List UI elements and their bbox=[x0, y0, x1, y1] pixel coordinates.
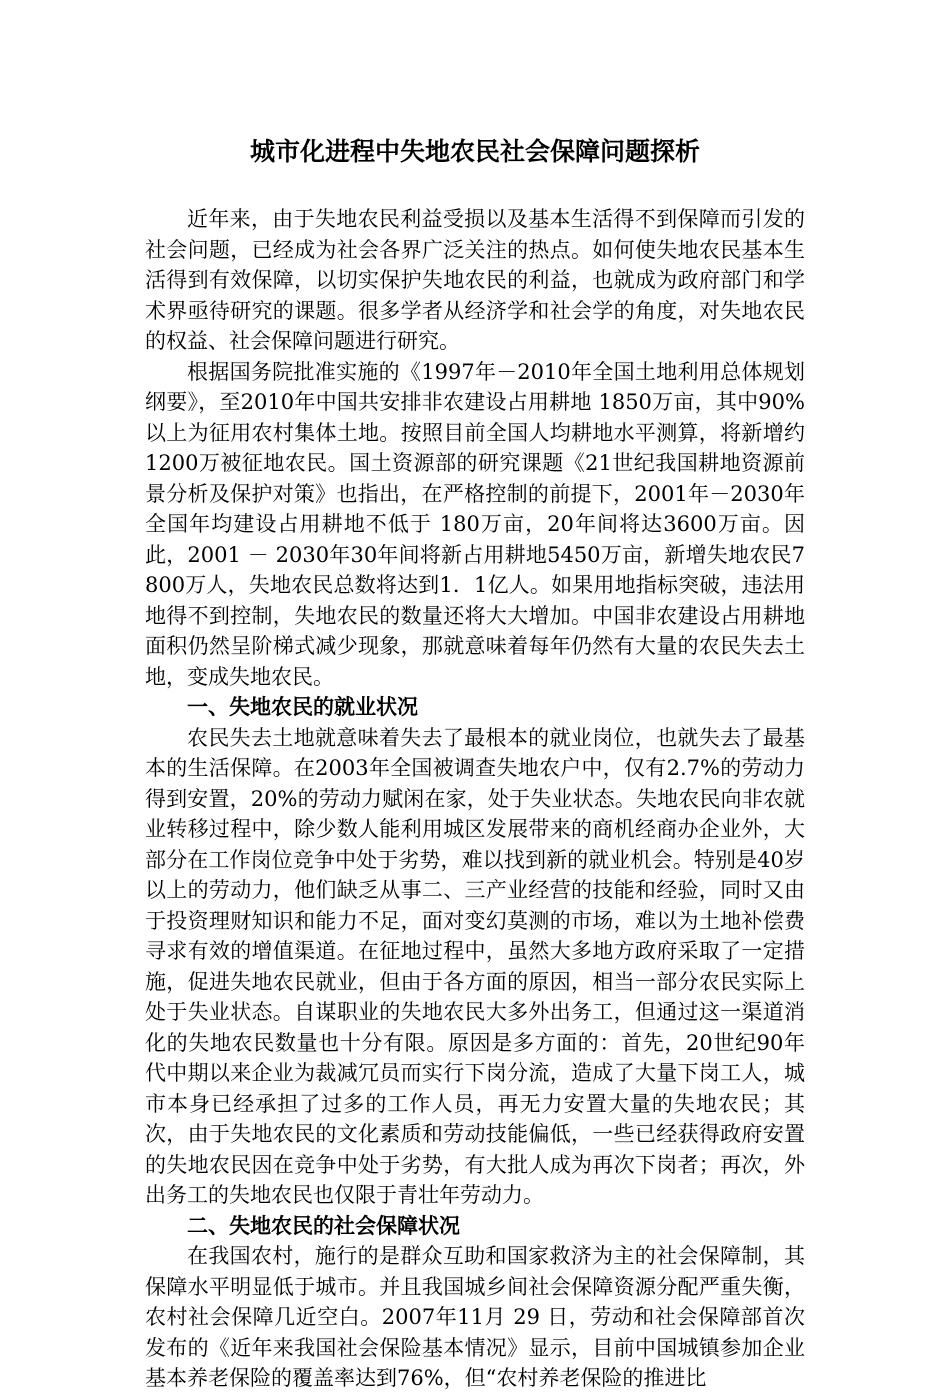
section-heading-social-security: 二、失地农民的社会保障状况 bbox=[187, 1213, 460, 1238]
document-body bbox=[145, 204, 805, 1394]
paragraph-employment: 农民失去土地就意味着失去了最根本的就业岗位，也就失去了最基本的生活保障。在2003年全国被调查失地农户中，仅有2.7%的劳动力得到安置，20%的劳动力赋闲在家，处于失业状态。失地农民向非农就业转移过程中，除少数人能利用城区发展带来的商机经商办企业外，大部分在工作岗位竞争中处于劣势，难以找到新的就业机会。特别是40岁以上的劳动力，他们缺乏从事二、三产业经营的技能和经验，同时又由于投资理财知识和能力不足，面对变幻莫测的市场，难以为土地补偿费寻求有效的增值渠道。在征地过程中，虽然大多地方政府采取了一定措施，促进失地农民就业，但由于各方面的原因，相当一部分农民实际上处于失业状态。自谋职业的失地农民大多外出务工，但通过这一渠道消化的失地农民数量也十分有限。原因是多方面的：首先，20世纪90年代中期以来企业为裁减冗员而实行下岗分流，造成了大量下岗工人，城市本身已经承担了过多的工作人员，再无力安置大量的失地农民；其次，由于失地农民的文化素质和劳动技能偏低，一些已经获得政府安置的失地农民因在竞争中处于劣势，有大批人成为再次下岗者；再次，外出务工的失地农民也仅限于青壮年劳动力。 bbox=[145, 725, 805, 1207]
paragraph-social-security: 在我国农村，施行的是群众互助和国家救济为主的社会保障制，其保障水平明显低于城市。并且我国城乡间社会保障资源分配严重失衡，农村社会保障几近空白。2007年11月 29 日，劳动和社会保障部首次发布的《近年来我国社会保险基本情况》显示，目前中国城镇参加企业基本养老保险的覆盖率达到76%，但“农村养老保险的推进比 bbox=[145, 1244, 805, 1390]
paragraph-land-statistics: 根据国务院批准实施的《1997年－2010年全国土地利用总体规划纲要》，至2010年中国共安排非农建设占用耕地 1850万亩，其中90%以上为征用农村集体土地。按照目前全国人均耕地水平测算，将新增约1200万被征地农民。国土资源部的研究课题《21世纪我国耕地资源前景分析及保护对策》也指出，在严格控制的前提下，2001年－2030年全国年均建设占用耕地不低于 180万亩，20年间将达3600万亩。因此，2001 － 2030年30年间将新占用耕地5450万亩，新增失地农民7800万人，失地农民总数将达到1．1亿人。如果用地指标突破，违法用地得不到控制，失地农民的数量还将大大增加。中国非农建设占用耕地面积仍然呈阶梯式减少现象，那就意味着每年仍然有大量的农民失去土地，变成失地农民。 bbox=[145, 359, 805, 689]
section-heading-employment: 一、失地农民的就业状况 bbox=[187, 695, 418, 719]
document-title: 城市化进程中失地农民社会保障问题探析 bbox=[249, 137, 700, 166]
paragraph-intro: 近年来，由于失地农民利益受损以及基本生活得不到保障而引发的社会问题，已经成为社会各界广泛关注的热点。如何使失地农民基本生活得到有效保障，以切实保护失地农民的利益，也就成为政府部门和学术界亟待研究的课题。很多学者从经济学和社会学的角度，对失地农民的权益、社会保障问题进行研究。 bbox=[145, 207, 805, 353]
